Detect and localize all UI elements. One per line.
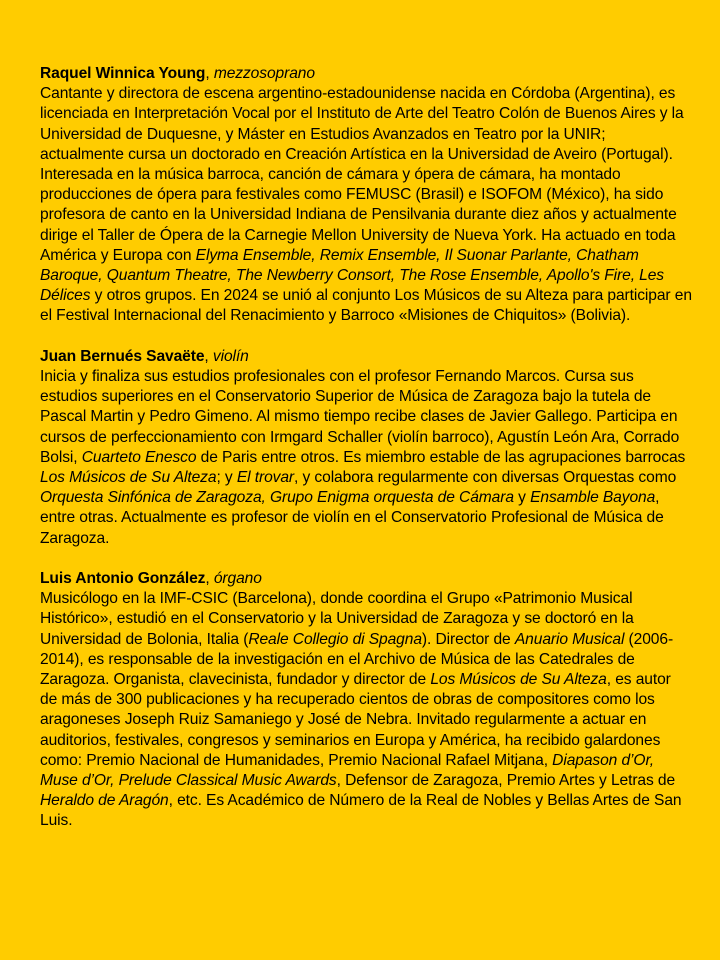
bio-text-run: , etc. Es Académico de Número de la Real de Nobles y Bellas Artes de San Luis.	[40, 792, 682, 830]
bio-text-run: y	[513, 489, 531, 507]
bio-header: Raquel Winnica Young, mezzosoprano	[40, 65, 315, 82]
bio-text-run: Musicólogo en la IMF-CSIC (Barcelona), donde coordina el Grupo «Patrimonio Musical Histórico», estudió en el Conservatorio y la Universidad de Zaragoza y se doctoró en la Universidad de Bolonia, Italia (	[40, 590, 634, 648]
italic-title: Los Músicos de Su Alteza	[40, 469, 217, 487]
bio-page	[40, 64, 692, 852]
performer-name: Raquel Winnica Young	[40, 65, 206, 82]
performer-role: órgano	[213, 570, 262, 588]
italic-title: Ensamble Bayona	[530, 489, 656, 507]
bio-text-run: Inicia y finaliza sus estudios profesionales con el profesor Fernando Marcos. Cursa sus estudios superiores en el Conservatorio Superior de Música de Zaragoza bajo la tutela de Pascal Martin y Pedro Gimeno. Al mismo tiempo recibe clases de Javier Gallego. Participa en cursos de perfeccionamiento con Irmgard Schaller (violín barroco), Agustín León Ara, Corrado Bolsi,	[40, 368, 680, 466]
italic-title: Elyma Ensemble, Remix Ensemble, Il Suonar Parlante, Chatham Baroque, Quantum Theatre, The Newberry Consort, The Rose Ensemble, Apollo's Fire, Les Délices	[40, 246, 665, 305]
italic-title: Los Músicos de Su Alteza	[430, 671, 607, 689]
bio-header: Luis Antonio González, órgano	[40, 570, 262, 588]
bio-text-run: , Defensor de Zaragoza, Premio Artes y Letras de	[336, 772, 676, 790]
bio-text-run: ; y	[216, 469, 237, 487]
italic-title: Reale Collegio di Spagna	[248, 630, 422, 648]
italic-title: Orquesta Sinfónica de Zaragoza, Grupo Enigma orquesta de Cámara	[40, 489, 514, 507]
italic-title: Anuario Musical	[514, 630, 625, 648]
bio-text-run: , y colabora regularmente con diversas Orquestas como	[294, 469, 677, 487]
bio-text-run: Cantante y directora de escena argentino-estadounidense nacida en Córdoba (Argentina), es licenciada en Interpretación Vocal por el Instituto de Arte del Teatro Colón de Buenos Aires y la Universidad de Duquesne, y Máster en Estudios Avanzados en Teatro por la UNIR; actualmente cursa un doctorado en Creación Artística en la Universidad de Aveiro (Portugal). Interesada en la música barroca, canción de cámara y ópera de cámara, ha montado producciones de ópera para festivales como FEMUSC (Brasil) e ISOFOM (México), ha sido profesora de canto en la Universidad Indiana de Pensilvania durante diez años y actualmente dirige el Taller de Ópera de la Carnegie Mellon University de Nueva York. Ha actuado en toda América y Europa con	[40, 85, 684, 264]
italic-title: El trovar	[236, 469, 295, 487]
italic-title: Cuarteto Enesco	[81, 448, 197, 466]
bio-juan-bernues-savaete	[40, 347, 692, 549]
bio-text	[40, 84, 692, 326]
performer-role: violín	[212, 347, 249, 365]
bio-text-run: , es autor de más de 300 publicaciones y ha recuperado cientos de obras de compositores como los aragoneses Joseph Ruiz Samaniego y José de Nebra. Invitado regularmente a actuar en auditorios, festivales, congresos y seminarios en Europa y América, ha recibido galardones como: Premio Nacional de Humanidades, Premio Nacional Rafael Mitjana,	[40, 671, 671, 769]
italic-title: Diapason d’Or, Muse d’Or, Prelude Classical Music Awards	[40, 751, 654, 790]
bio-text-run: de Paris entre otros. Es miembro estable de las agrupaciones barrocas	[196, 448, 686, 466]
performer-name: Juan Bernués Savaëte	[40, 347, 205, 365]
bio-text-run: , entre otras. Actualmente es profesor de violín en el Conservatorio Profesional de Música de Zaragoza.	[40, 489, 664, 547]
bio-text	[40, 589, 692, 831]
bio-text-run: (2006-2014), es responsable de la investigación en el Archivo de Música de las Catedrales de Zaragoza. Organista, clavecinista, fundador y director de	[40, 630, 674, 689]
bio-text	[40, 367, 692, 549]
bio-raquel-winnica-young	[40, 64, 692, 327]
performer-name: Luis Antonio González	[40, 570, 206, 588]
italic-title: Heraldo de Aragón	[40, 792, 169, 810]
bio-text-run: y otros grupos. En 2024 se unió al conjunto Los Músicos de su Alteza para participar en el Festival Internacional del Renacimiento y Barroco «Misiones de Chiquitos» (Bolivia).	[40, 287, 692, 325]
bio-header: Juan Bernués Savaëte, violín	[40, 347, 249, 365]
bio-luis-antonio-gonzalez	[40, 569, 692, 832]
bio-text-run: ). Director de	[421, 630, 515, 648]
performer-role: mezzosoprano	[213, 65, 315, 82]
